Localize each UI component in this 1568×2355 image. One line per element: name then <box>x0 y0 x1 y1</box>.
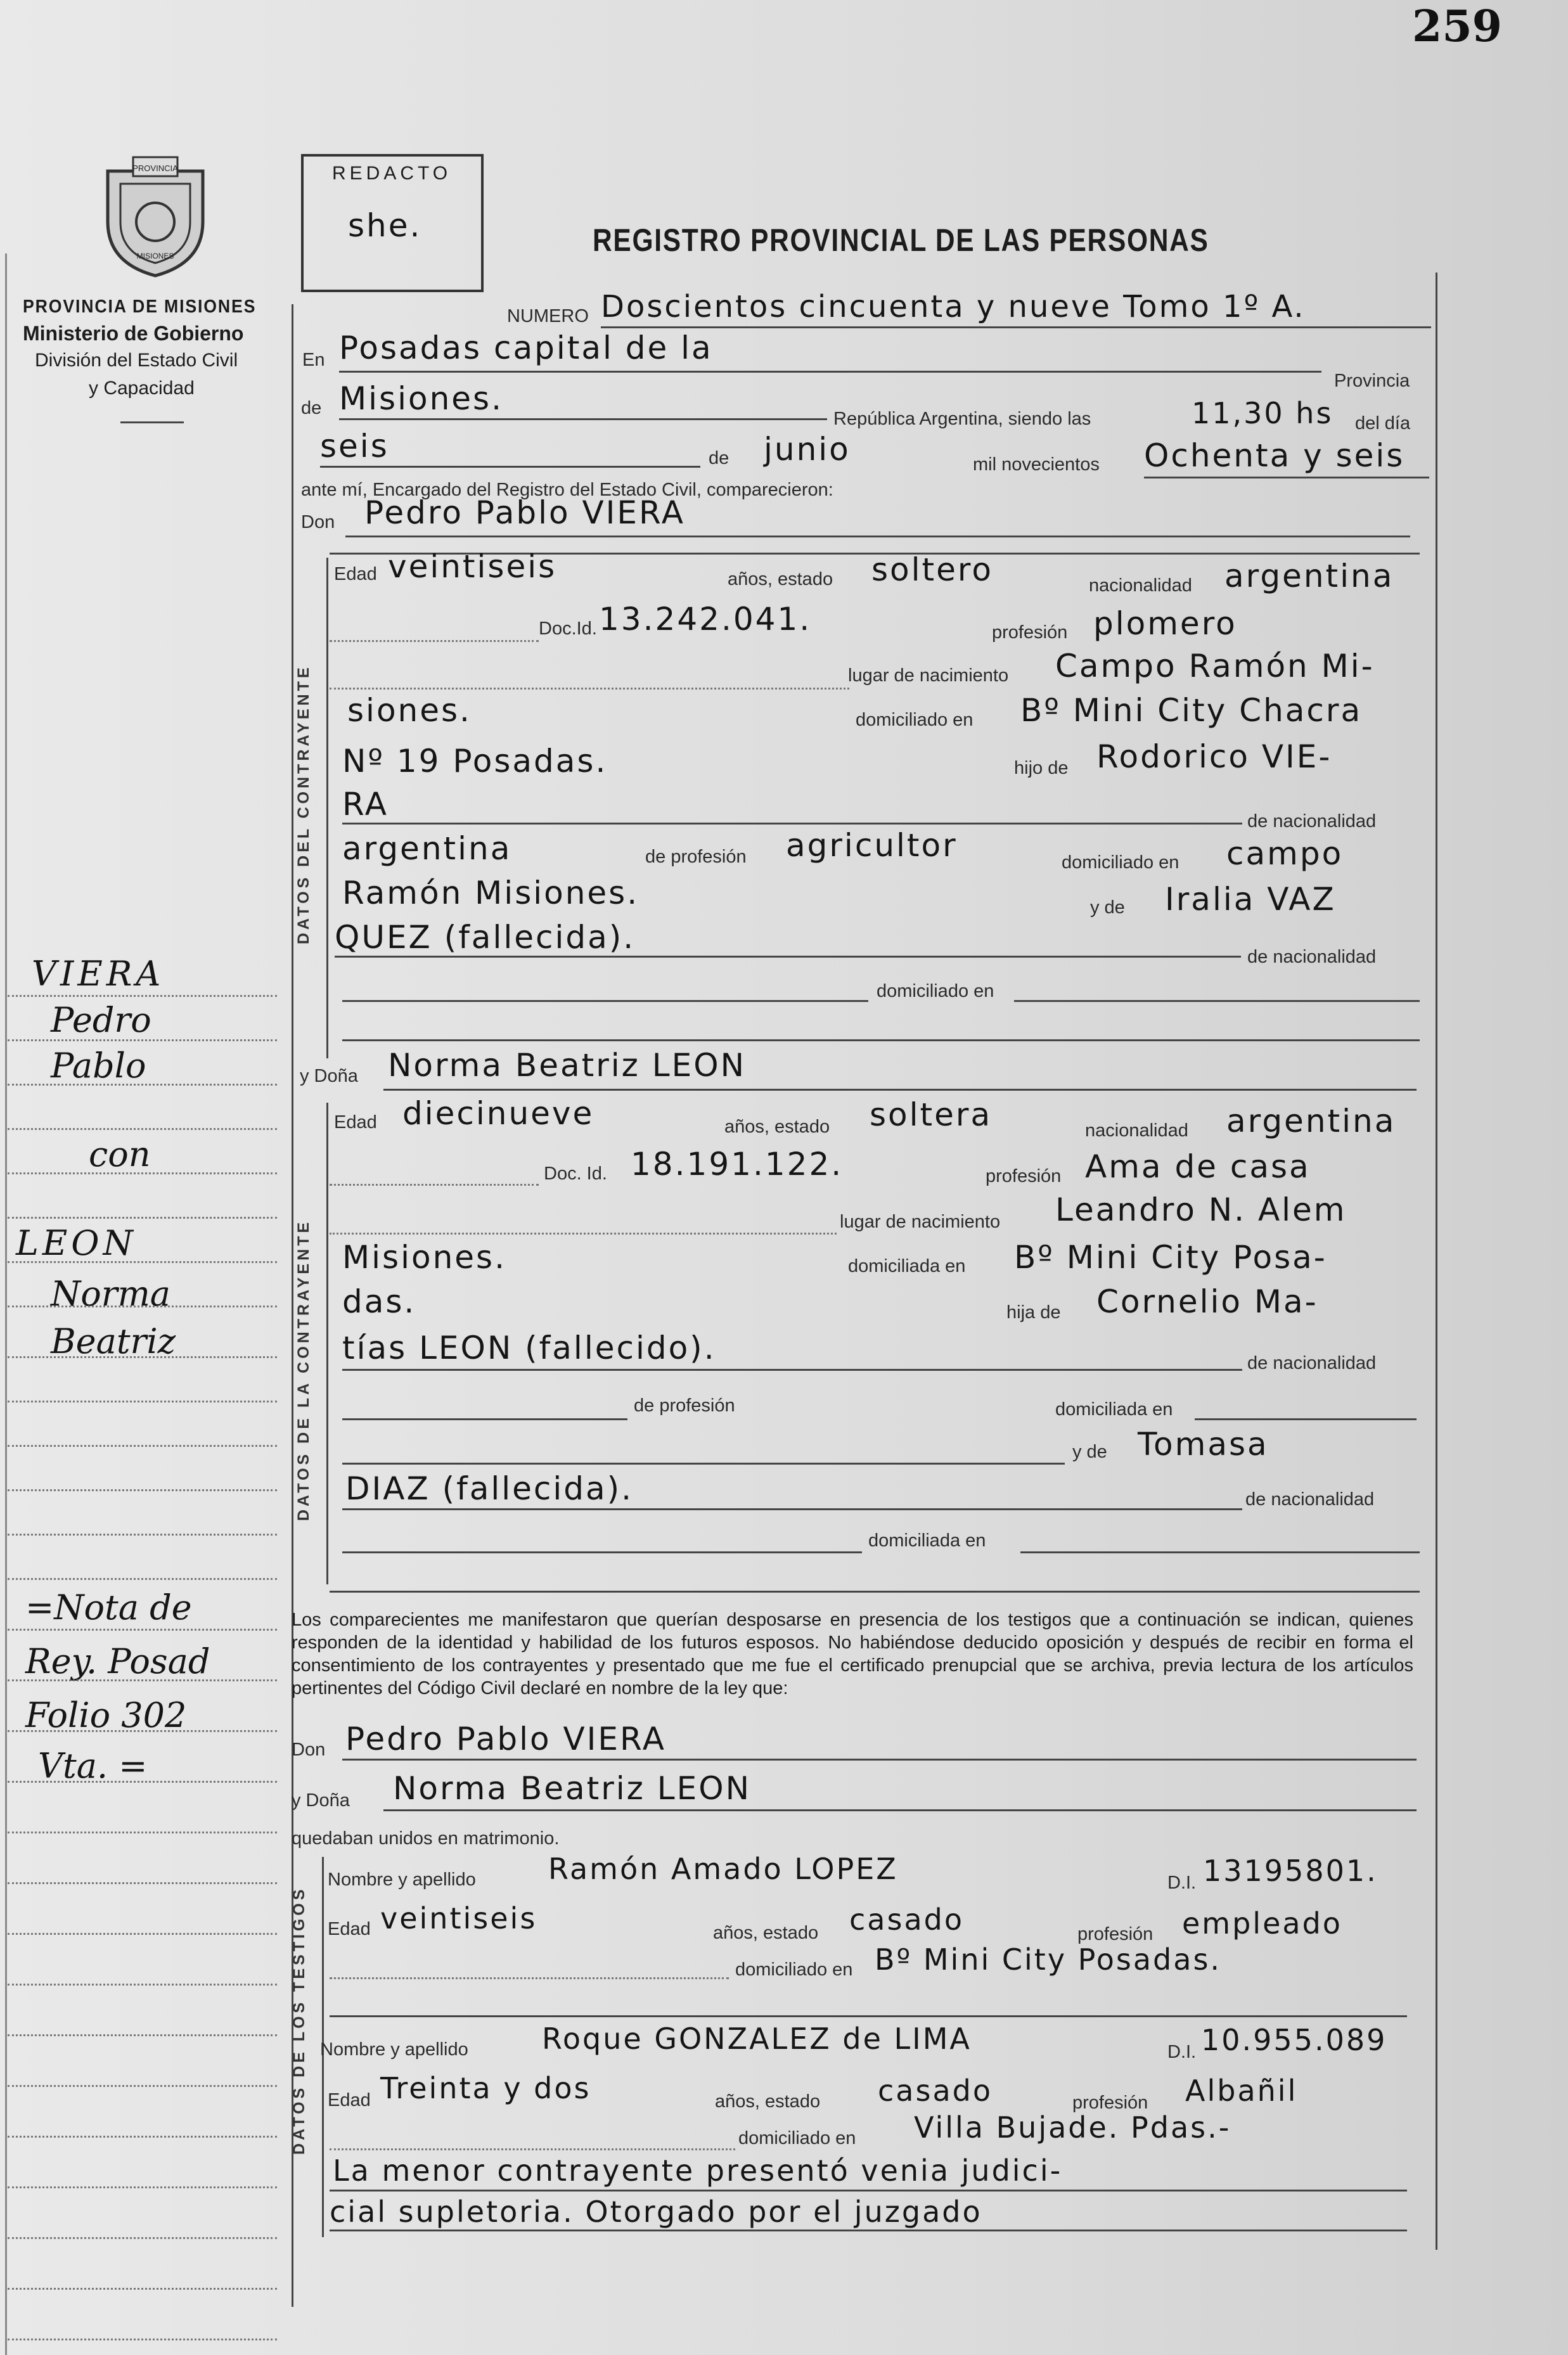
c-padre-dom: campo <box>1226 835 1344 872</box>
f-lugar-value: Leandro N. Alem <box>1055 1191 1347 1228</box>
dia-line <box>320 466 700 468</box>
c-padre-value: Rodorico VIE- <box>1096 738 1332 775</box>
t1-prof-label: profesión <box>1077 1924 1154 1944</box>
division-label-2: y Capacidad <box>89 378 195 399</box>
decl-dona-value: Norma Beatriz LEON <box>393 1770 752 1807</box>
f-hija-label: hija de <box>1006 1302 1061 1323</box>
f-prof-label: profesión <box>986 1166 1062 1186</box>
margin-note3: Folio 302 <box>25 1695 187 1735</box>
c-estado-value: soltero <box>871 551 993 588</box>
c-padre-nac: argentina <box>342 830 512 867</box>
f-madre-value: Tomasa <box>1138 1426 1269 1463</box>
provincial-seal-icon <box>95 152 215 279</box>
decl-dona-label: y Doña <box>292 1790 350 1811</box>
mes-value: junio <box>764 431 851 468</box>
c-de-nac-label: de nacionalidad <box>1247 811 1377 831</box>
c-lugar-value: Campo Ramón Mi- <box>1055 648 1375 684</box>
c-dom-value: Bº Mini City Chacra <box>1020 692 1363 729</box>
t2-di-value: 10.955.089 <box>1201 2023 1387 2057</box>
f-anios-label: años, estado <box>724 1117 830 1137</box>
t1-dom-label: domiciliado en <box>735 1960 853 1980</box>
ante-label: ante mí, Encargado del Registro del Estado Civil, comparecieron: <box>301 480 833 500</box>
c-edad-label: Edad <box>334 564 377 584</box>
t1-end-line <box>330 2015 1407 2017</box>
t2-edad-label: Edad <box>328 2090 371 2110</box>
numero-value: Doscientos cincuenta y nueve Tomo 1º A. <box>601 289 1306 324</box>
left-border <box>5 253 7 2355</box>
province-label: PROVINCIA DE MISIONES <box>23 297 257 317</box>
c-padre-prof: agricultor <box>786 827 958 864</box>
c-y-de-label: y de <box>1090 897 1125 918</box>
c-padre-line <box>342 823 1242 825</box>
t2-edad-value: Treinta y dos <box>380 2071 591 2105</box>
c-dom-label: domiciliado en <box>856 710 974 730</box>
f-madre-dom-line <box>342 1551 862 1553</box>
f-de-prof-label: de profesión <box>634 1396 735 1416</box>
de-line <box>339 418 827 420</box>
frame-right <box>1436 273 1437 2250</box>
page-number: 259 <box>1412 1 1502 52</box>
contrayente-side-label: DATOS DEL CONTRAYENTE <box>295 664 312 944</box>
margin-note4: Vta. = <box>38 1746 148 1786</box>
f-doc-value: 18.191.122. <box>631 1146 844 1183</box>
t2-dom-value: Villa Bujade. Pdas.- <box>914 2110 1231 2145</box>
del-dia-label: del día <box>1355 413 1411 433</box>
f-madre-line <box>342 1508 1242 1510</box>
margin-n5: LEON <box>16 1223 137 1263</box>
c-padre-dom-label: domiciliado en <box>1062 852 1179 873</box>
f-dona-value: Norma Beatriz LEON <box>388 1047 747 1084</box>
c-edad-value: veintiseis <box>388 548 557 585</box>
redacto-value: she. <box>348 207 422 244</box>
t1-di-value: 13195801. <box>1203 1854 1378 1888</box>
don-line <box>345 536 1410 537</box>
t1-edad-value: veintiseis <box>380 1901 537 1935</box>
t2-nombre-label: Nombre y apellido <box>320 2039 468 2060</box>
testigos-note-2: cial supletoria. Otorgado por el juzgado <box>330 2195 982 2229</box>
decl-don-line <box>342 1759 1417 1761</box>
don-label: Don <box>301 512 335 532</box>
c-dom-value-2: Nº 19 Posadas. <box>342 743 608 780</box>
c-madre-line <box>335 956 1241 958</box>
f-nac-label: nacionalidad <box>1085 1120 1188 1141</box>
t1-di-label: D.I. <box>1167 1873 1197 1893</box>
t1-estado-value: casado <box>849 1903 964 1937</box>
f-de-nac-label-2: de nacionalidad <box>1245 1489 1375 1510</box>
f-dom-value-2: das. <box>342 1283 416 1320</box>
f-dom-value: Bº Mini City Posa- <box>1014 1239 1327 1276</box>
f-edad-value: diecinueve <box>402 1095 594 1132</box>
c-end-line <box>342 1039 1420 1041</box>
t1-nombre-label: Nombre y apellido <box>328 1870 476 1890</box>
numero-line <box>601 326 1431 328</box>
f-doc-label: Doc. Id. <box>544 1164 607 1184</box>
margin-note1: =Nota de <box>25 1588 192 1627</box>
c-lugar-dots <box>330 688 849 690</box>
c-madre-dom-label: domiciliado en <box>877 981 994 1001</box>
c-madre-dom-line <box>342 1000 868 1002</box>
contrayente-bracket <box>326 558 328 1058</box>
margin-n6: Norma <box>51 1274 170 1314</box>
dia-value: seis <box>320 428 389 465</box>
t2-anios-label: años, estado <box>715 2091 821 2112</box>
hora-value: 11,30 hs <box>1192 396 1333 430</box>
page-title: REGISTRO PROVINCIAL DE LAS PERSONAS <box>593 222 1209 258</box>
c-lugar-value-2: siones. <box>347 692 472 729</box>
anio-line <box>1144 477 1429 478</box>
c-padre-dom-2: Ramón Misiones. <box>342 875 639 911</box>
redacto-box <box>301 154 484 292</box>
decl-dona-line <box>383 1809 1417 1811</box>
c-anios-label: años, estado <box>728 569 833 589</box>
don-value: Pedro Pablo VIERA <box>364 494 685 531</box>
f-estado-value: soltera <box>870 1096 993 1133</box>
c-doc-dots <box>330 640 539 642</box>
f-doc-dots <box>330 1184 539 1186</box>
contrayente-f-side-label: DATOS DE LA CONTRAYENTE <box>295 1219 312 1521</box>
c-doc-value: 13.242.041. <box>599 601 812 638</box>
note1-line <box>330 2190 1407 2191</box>
c-doc-label: Doc.Id. <box>539 619 597 639</box>
f-y-de-label: y de <box>1072 1442 1107 1462</box>
margin-n3: Pablo <box>51 1046 146 1086</box>
f-padre-line <box>342 1369 1242 1371</box>
redacto-label: REDACTO <box>332 163 452 184</box>
c-madre-dom-line-2 <box>1014 1000 1420 1002</box>
anio-value: Ochenta y seis <box>1144 437 1405 474</box>
decl-don-label: Don <box>292 1740 326 1760</box>
de2-label: de <box>709 448 729 468</box>
divider <box>120 421 184 423</box>
c-lugar-label: lugar de nacimiento <box>848 665 1009 686</box>
f-lugar-label: lugar de nacimiento <box>840 1212 1001 1232</box>
f-edad-label: Edad <box>334 1112 377 1133</box>
margin-n2: Pedro <box>51 1000 151 1040</box>
c-madre-value: Iralia VAZ <box>1165 881 1336 918</box>
t2-prof-label: profesión <box>1072 2093 1148 2113</box>
republica-label: República Argentina, siendo las <box>833 409 1091 429</box>
f-madre-dom-label: domiciliada en <box>868 1530 986 1551</box>
f-lugar-dots <box>330 1233 837 1235</box>
t1-edad-label: Edad <box>328 1919 371 1939</box>
de-label: de <box>301 398 322 418</box>
f-end-line <box>330 1591 1420 1593</box>
t1-anios-label: años, estado <box>713 1923 819 1943</box>
f-padre-dom-label: domiciliada en <box>1055 1399 1173 1420</box>
t2-di-label: D.I. <box>1167 2042 1197 2062</box>
c-de-nac-label-2: de nacionalidad <box>1247 947 1377 967</box>
c-nac-value: argentina <box>1224 558 1394 594</box>
decl-unidos: quedaban unidos en matrimonio. <box>292 1828 560 1849</box>
en-value: Posadas capital de la <box>339 330 713 366</box>
decl-don-value: Pedro Pablo VIERA <box>345 1721 666 1757</box>
declaration-text: Los comparecientes me manifestaron que querían desposarse en presencia de los testigos que a continuación se indican, quienes responden de la identidad y habilidad de los futuros esposos. No habiéndose deducido oposición y después de recibir en forma el consentimiento de los contrayentes y presentado que me fue el certificado prenupcial que se archiva, previa lectura de los artículos pertinentes del Código Civil declaré en nombre de la ley que: <box>292 1610 1413 1698</box>
f-prof-line <box>342 1418 627 1420</box>
t1-prof-value: empleado <box>1182 1906 1342 1941</box>
t1-dom-dots <box>330 1977 729 1979</box>
mil-label: mil novecientos <box>973 454 1100 475</box>
note2-line <box>330 2230 1407 2231</box>
f-prof-value: Ama de casa <box>1085 1148 1311 1185</box>
f-de-nac-label: de nacionalidad <box>1247 1353 1377 1373</box>
ministry-label: Ministerio de Gobierno <box>23 322 244 345</box>
t1-nombre-value: Ramón Amado LOPEZ <box>548 1852 898 1886</box>
f-y-de-line <box>342 1463 1065 1465</box>
t2-prof-value: Albañil <box>1185 2074 1298 2108</box>
c-prof-value: plomero <box>1093 605 1237 642</box>
f-dom-label: domiciliada en <box>848 1256 966 1276</box>
en-label: En <box>302 350 325 370</box>
provincia-label: Provincia <box>1334 371 1410 391</box>
f-dona-line <box>383 1089 1417 1091</box>
c-padre-value-2: RA <box>342 786 389 823</box>
c-nac-label: nacionalidad <box>1089 575 1192 596</box>
f-madre-dom-line-2 <box>1020 1551 1420 1553</box>
f-padre-value: Cornelio Ma- <box>1096 1283 1318 1320</box>
margin-n1: VIERA <box>32 954 165 994</box>
testigos-note-1: La menor contrayente presentó venia judici- <box>333 2153 1063 2188</box>
de-value: Misiones. <box>339 380 503 417</box>
f-y-dona-label: y Doña <box>300 1066 358 1086</box>
numero-label: NUMERO <box>507 306 589 326</box>
contrayente-f-bracket <box>326 1103 328 1584</box>
t1-dom-value: Bº Mini City Posadas. <box>875 1942 1222 1977</box>
division-label: División del Estado Civil <box>35 350 238 371</box>
margin-n7: Beatriz <box>51 1321 176 1361</box>
c-madre-value-2: QUEZ (fallecida). <box>335 919 636 956</box>
t2-estado-value: casado <box>878 2074 993 2108</box>
margin-n4: con <box>89 1134 151 1174</box>
f-padre-value-2: tías LEON (fallecido). <box>342 1330 716 1366</box>
margin-note2: Rey. Posad <box>25 1641 210 1681</box>
f-nac-value: argentina <box>1226 1103 1396 1139</box>
seal-bottom-text: MISIONES <box>136 252 174 260</box>
t2-nombre-value: Roque GONZALEZ de LIMA <box>542 2022 972 2056</box>
f-madre-value-2: DIAZ (fallecida). <box>345 1470 634 1507</box>
testigos-side-label: DATOS DE LOS TESTIGOS <box>290 1886 308 2155</box>
t2-dom-dots <box>330 2148 735 2150</box>
t2-dom-label: domiciliado en <box>738 2128 856 2148</box>
seal-top-text: PROVINCIA <box>132 164 178 173</box>
f-lugar-value-2: Misiones. <box>342 1239 506 1276</box>
f-padre-dom-line <box>1195 1418 1417 1420</box>
c-hijo-label: hijo de <box>1014 758 1069 778</box>
c-de-prof-label: de profesión <box>645 847 747 867</box>
c-prof-label: profesión <box>992 622 1068 643</box>
en-line <box>339 371 1321 373</box>
